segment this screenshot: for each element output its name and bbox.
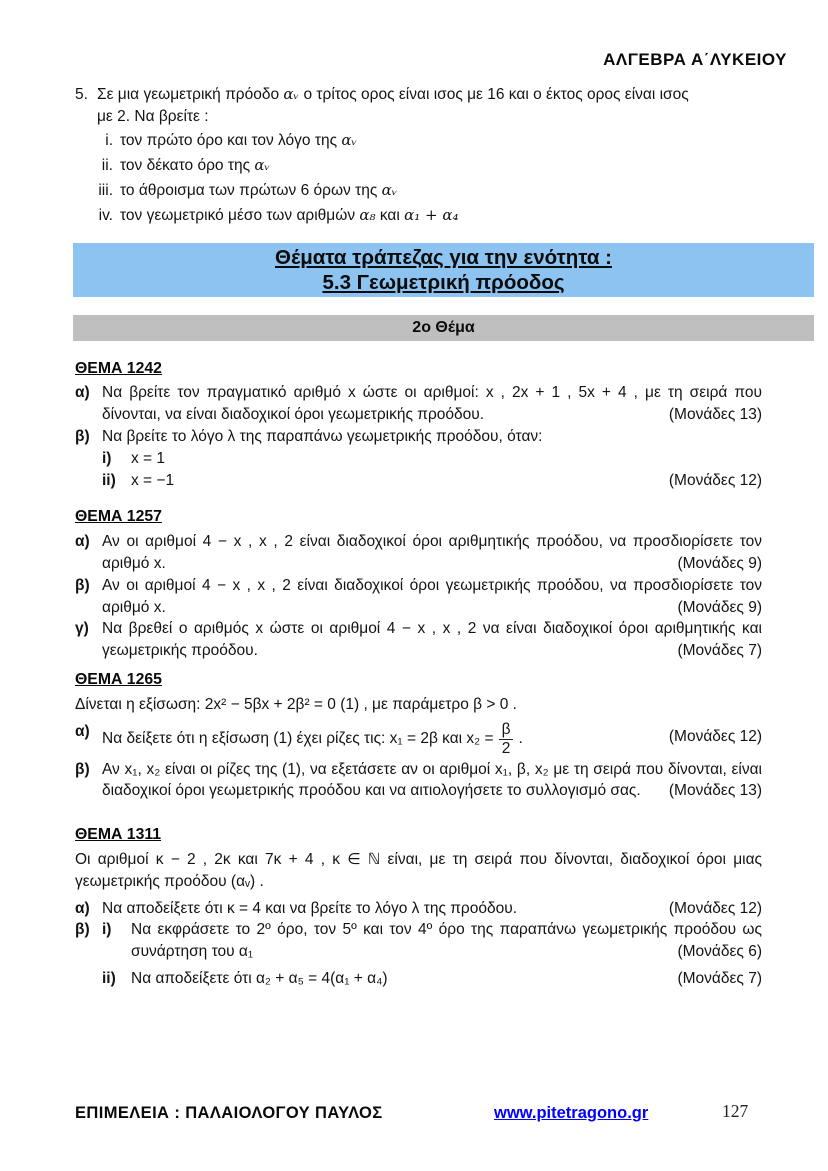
footer-credit: ΕΠΙΜΕΛΕΙΑ : ΠΑΛΑΙΟΛΟΓΟΥ ΠΑΥΛΟΣ [75, 1104, 383, 1122]
exercise-5 [75, 84, 762, 228]
math-alpha-1-plus-alpha-4: α₁ + α₄ [404, 205, 459, 224]
item-text [120, 153, 762, 178]
indent-spacer [75, 968, 102, 990]
points-label: (Μονάδες 13) [668, 406, 762, 424]
page-number: 127 [722, 1101, 749, 1121]
question-text: x = 1 [131, 449, 166, 467]
question-row-1242-b-ii [75, 470, 762, 492]
question-text [102, 721, 762, 757]
text-run: τον δέκατο όρο της [120, 156, 255, 174]
theme-1311-title: ΘΕΜΑ 1311 [75, 826, 162, 844]
points-label: (Μονάδες 12) [668, 727, 762, 745]
text-run: με 2. Να βρείτε : [97, 107, 209, 125]
question-row-1242-b-i [75, 448, 762, 470]
item-label: i. [105, 131, 113, 149]
question-label: β) [75, 576, 90, 594]
text-run: Να δείξετε ότι η εξίσωση (1) έχει ρίζες τις: x₁ = 2β και x₂ = [102, 729, 494, 747]
question-text: Να βρείτε το λόγο λ της παραπάνω γεωμετρικής προόδου, όταν: [102, 427, 543, 445]
points-label: (Μονάδες 7) [677, 642, 762, 660]
question-label: γ) [75, 620, 89, 638]
points-label: (Μονάδες 9) [677, 598, 762, 616]
text-run: τον γεωμετρικό μέσο των αριθμών [120, 206, 360, 224]
question-text: Αν οι αριθμοί 4 − x , x , 2 είναι διαδοχικοί όροι αριθμητικής προόδου, να προσδιορίσετε τον αριθμό x. [102, 533, 762, 572]
theme-1265-title: ΘΕΜΑ 1265 [75, 670, 162, 688]
question-label: α) [75, 533, 90, 551]
points-label: (Μονάδες 12) [668, 899, 762, 917]
fraction-beta-over-2 [499, 721, 514, 757]
question-label: α) [75, 722, 90, 740]
question-row-1311-b-i [75, 919, 762, 963]
theme-1265-intro: Δίνεται η εξίσωση: 2x² − 5βx + 2β² = 0 (1) , με παράμετρο β > 0 . [75, 695, 517, 713]
theme-1265 [75, 669, 762, 802]
theme-1257-title: ΘΕΜΑ 1257 [75, 508, 162, 526]
question-row-1311-b-ii [75, 968, 762, 990]
indent-spacer [75, 448, 102, 470]
item-label: ii. [101, 156, 113, 174]
exercise-5-number: 5. [75, 86, 88, 103]
question-row-1242-a [75, 382, 762, 426]
banner-line-2: 5.3 Γεωμετρική πρόοδος [322, 270, 565, 294]
points-label: (Μονάδες 13) [668, 782, 762, 800]
question-row-1242-b [75, 426, 762, 448]
question-label: α) [75, 899, 90, 917]
item-label: iv. [98, 206, 113, 224]
document-body [75, 84, 762, 990]
question-label: i) [102, 449, 112, 467]
question-text: Να αποδείξετε ότι α₂ + α₅ = 4(α₁ + α₄) [131, 969, 388, 987]
points-label: (Μονάδες 7) [677, 969, 762, 987]
fraction-denominator: 2 [501, 739, 511, 757]
exercise-5-item-ii [75, 153, 762, 178]
page-title: ΑΛΓΕΒΡΑ Α΄ΛΥΚΕΙΟΥ [603, 50, 787, 69]
text-run: τον πρώτο όρο και τον λόγο της [120, 131, 342, 149]
question-row-1257-c [75, 618, 762, 662]
exercise-5-item-iii [75, 178, 762, 203]
question-text: Αν x₁, x₂ είναι οι ρίζες της (1), να εξετάσετε αν οι αριθμοί x₁, β, x₂ με τη σειρά που δίνονται, είναι διαδοχικοί όροι γεωμετρικής προόδου και να αιτιολογήσετε το συλλογισμό σας. [102, 760, 762, 800]
item-label: iii. [98, 181, 113, 199]
text-run: το άθροισμα των πρώτων 6 όρων της [120, 181, 382, 199]
theme-1242-title: ΘΕΜΑ 1242 [75, 359, 162, 377]
math-alpha-nu: αᵥ [254, 155, 271, 174]
question-label: β) [75, 427, 90, 445]
question-sublabel: i) [102, 921, 112, 939]
exercise-5-item-i [75, 128, 762, 153]
points-label: (Μονάδες 6) [677, 943, 762, 961]
question-text: Να βρείτε τον πραγματικό αριθμό x ώστε οι αριθμοί: x , 2x + 1 , 5x + 4 , με τη σειρά που δίνονται, να είναι διαδοχικοί όροι γεωμετρικής προόδου. [102, 384, 762, 424]
points-label: (Μονάδες 12) [668, 471, 762, 489]
question-row-1265-b [75, 759, 762, 803]
theme-1311-intro: Οι αριθμοί κ − 2 , 2κ και 7κ + 4 , κ ∈ ℕ είναι, με τη σειρά που δίνονται, διαδοχικοί όροι μιας γεωμετρικής προόδου (αᵥ) . [75, 850, 762, 890]
question-label: β) [75, 760, 90, 778]
question-row-1311-a [75, 898, 762, 920]
indent-spacer [75, 470, 102, 492]
text-run: . [518, 729, 523, 747]
question-row-1257-b [75, 575, 762, 619]
text-run: και [375, 206, 405, 224]
math-alpha-nu: αᵥ [341, 130, 358, 149]
question-sublabel: ii) [102, 969, 116, 987]
banner-line-1: Θέματα τράπεζας για την ενότητα : [275, 245, 612, 269]
points-label: (Μονάδες 9) [677, 554, 762, 572]
item-text [120, 128, 762, 153]
theme-1311 [75, 824, 762, 990]
item-text [120, 178, 762, 203]
text-run: ο τρίτος ορος είναι ισος με 16 και ο έκτος ορος είναι ισος [299, 86, 689, 103]
question-text: Να αποδείξετε ότι κ = 4 και να βρείτε το λόγο λ της προόδου. [102, 899, 518, 917]
exercise-5-intro [75, 84, 762, 128]
text-run: Σε μια γεωμετρική πρόοδο [97, 86, 284, 103]
item-text [120, 203, 762, 228]
question-row-1265-a [75, 721, 762, 757]
footer-website-link[interactable]: www.pitetragono.gr [494, 1104, 649, 1122]
question-text: Αν οι αριθμοί 4 − x , x , 2 είναι διαδοχικοί όροι γεωμετρικής προόδου, να προσδιορίσετε τον αριθμό x. [102, 576, 762, 616]
theme-number-bar [73, 315, 814, 341]
question-text: x = −1 [131, 471, 175, 489]
question-label: ii) [102, 471, 116, 489]
theme-1242 [75, 358, 762, 492]
exercise-5-item-iv [75, 203, 762, 228]
theme-number-label: 2ο Θέμα [412, 318, 475, 336]
math-alpha-nu: αᵥ [283, 85, 300, 103]
section-banner [73, 243, 814, 297]
fraction-numerator: β [499, 721, 514, 740]
math-alpha-nu: αᵥ [381, 180, 398, 199]
question-label: β) [75, 921, 90, 939]
question-row-1257-a [75, 531, 762, 575]
math-alpha-8: α₈ [359, 205, 376, 224]
theme-1257 [75, 506, 762, 662]
question-text: Να εκφράσετε το 2º όρο, τον 5º και τον 4º όρο της παραπάνω γεωμετρικής προόδου ως συνάρτηση του α₁ [131, 921, 762, 961]
question-text: Να βρεθεί ο αριθμός x ώστε οι αριθμοί 4 − x , x , 2 να είναι διαδοχικοί όροι αριθμητικής και γεωμετρικής προόδου. [102, 620, 762, 660]
question-label: α) [75, 384, 90, 402]
exercise-5-text [97, 84, 762, 128]
